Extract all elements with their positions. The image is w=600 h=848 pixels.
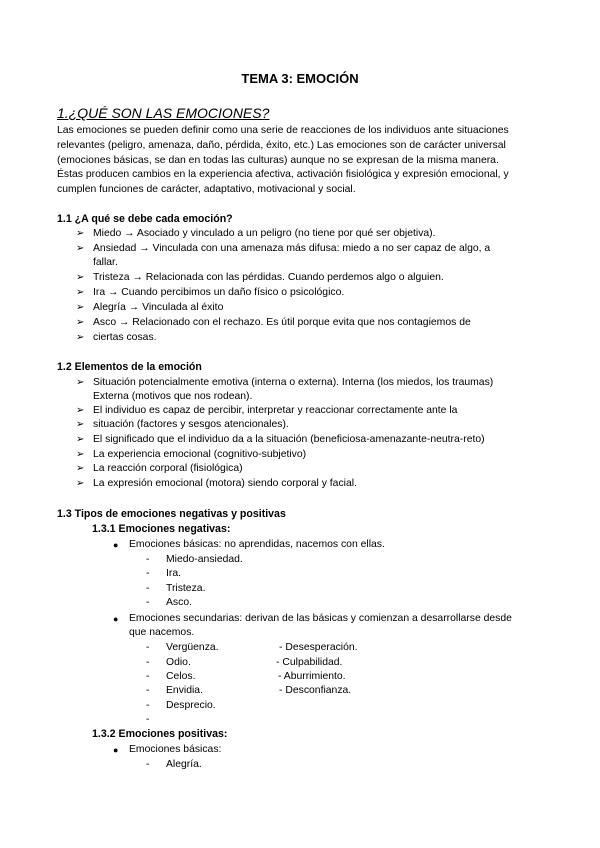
list-item: La experiencia emocional (cognitivo-subjetivo) (93, 449, 307, 460)
list-item: Ansiedad → Vinculada con una amenaza más difusa: miedo a no ser capaz de algo, a (93, 243, 491, 254)
list-item: Alegría. (166, 759, 202, 770)
bullet-dot-icon: ● (113, 745, 119, 755)
section-1-3-1-heading: 1.3.1 Emociones negativas: (92, 523, 231, 535)
paragraph-line: Las emociones se pueden definir como una serie de reacciones de los individuos ante situaciones (57, 125, 509, 136)
dash-bullet: - (146, 554, 150, 565)
section-1-heading: 1.¿QUÉ SON LAS EMOCIONES? (57, 105, 270, 121)
list-item: Tristeza. (166, 583, 206, 594)
bullet-dot-icon: ● (113, 614, 119, 624)
dash-bullet: - (146, 714, 150, 725)
list-item: Asco → Relacionado con el rechazo. Es útil porque evita que nos contagiemos de (93, 317, 471, 328)
bullet-dot-icon: ● (113, 540, 119, 550)
dash-bullet: - (146, 583, 150, 594)
paragraph-line: (emociones básicas, se dan en todas las culturas) aunque no se expresan de la misma manera. (57, 154, 499, 166)
list-item-continuation: que nacemos. (129, 627, 195, 638)
arrow-bullet-icon: ➢ (76, 449, 85, 460)
arrow-bullet-icon: ➢ (76, 228, 85, 239)
arrow-bullet-icon: ➢ (76, 463, 85, 474)
section-1-1-heading: 1.1 ¿A qué se debe cada emoción? (57, 213, 233, 225)
arrow-bullet-icon: ➢ (76, 287, 85, 298)
paragraph-line: relevantes (peligro, amenaza, daño, pérdida, éxito, etc.) Las emociones son de carácter universal (57, 139, 506, 151)
section-1-paragraph (57, 124, 557, 198)
list-item: Ira → Cuando percibimos un daño físico o psicológico. (93, 287, 345, 298)
arrow-bullet-icon: ➢ (76, 377, 85, 388)
section-1-3-2-heading: 1.3.2 Emociones positivas: (92, 728, 228, 740)
arrow-bullet-icon: ➢ (76, 272, 85, 283)
list-item: Miedo-ansiedad. (166, 554, 243, 565)
list-item: situación (factores y sesgos atencionales). (93, 419, 289, 430)
list-item: Emociones básicas: no aprendidas, nacemos con ellas. (129, 539, 385, 550)
list-item: Asco. (166, 597, 192, 608)
arrow-bullet-icon: ➢ (76, 302, 85, 313)
list-item: El significado que el individuo da a la situación (beneficiosa-amenazante-neutra-reto) (93, 434, 485, 445)
paragraph-line: cumplen funciones de carácter, adaptativo, motivacional y social. (57, 184, 356, 196)
arrow-bullet-icon: ➢ (76, 317, 85, 328)
dash-bullet: - (146, 671, 150, 682)
list-item: Desprecio. (166, 700, 216, 711)
list-item: ciertas cosas. (93, 332, 157, 343)
list-item: Situación potencialmente emotiva (interna o externa). Interna (los miedos, los traumas) (93, 377, 494, 388)
arrow-bullet-icon: ➢ (76, 243, 85, 254)
arrow-bullet-icon: ➢ (76, 478, 85, 489)
dash-bullet: - (146, 642, 150, 653)
list-item: Miedo → Asociado y vinculado a un peligro (no tiene por qué ser objetiva). (93, 228, 436, 239)
list-item: Tristeza → Relacionada con las pérdidas. Cuando perdemos algo o alguien. (93, 272, 444, 283)
dash-bullet: - (146, 700, 150, 711)
arrow-bullet-icon: ➢ (76, 419, 85, 430)
list-item: - Desconfianza. (279, 685, 352, 696)
dash-bullet: - (146, 597, 150, 608)
arrow-bullet-icon: ➢ (76, 405, 85, 416)
list-item: Emociones secundarias: derivan de las básicas y comienzan a desarrollarse desde (129, 613, 512, 624)
list-item: Envidia. (166, 685, 203, 696)
arrow-bullet-icon: ➢ (76, 332, 85, 343)
list-item: Emociones básicas: (129, 744, 222, 755)
section-1-3-heading: 1.3 Tipos de emociones negativas y positivas (57, 508, 286, 520)
dash-bullet: - (146, 657, 150, 668)
list-item: Celos. (166, 671, 196, 682)
list-item: - Aburrimiento. (278, 671, 346, 682)
list-item: Vergüenza. (166, 642, 219, 653)
list-item-continuation: Externa (motivos que nos rodean). (93, 391, 253, 402)
list-item: - Desesperación. (279, 642, 358, 653)
dash-bullet: - (146, 568, 150, 579)
list-item: El individuo es capaz de percibir, interpretar y reaccionar correctamente ante la (93, 405, 458, 416)
list-item: - Culpabilidad. (276, 657, 343, 668)
dash-bullet: - (146, 685, 150, 696)
list-item: Odio. (166, 657, 191, 668)
dash-bullet: - (146, 759, 150, 770)
list-item: Ira. (166, 568, 182, 579)
document-title: TEMA 3: EMOCIÓN (241, 71, 359, 86)
list-item: La reacción corporal (fisiológica) (93, 463, 243, 474)
paragraph-line: Éstas producen cambios en la experiencia afectiva, activación fisiológica y expresión emocional, y (57, 169, 509, 181)
list-item-continuation: fallar. (93, 257, 118, 268)
list-item: La expresión emocional (motora) siendo corporal y facial. (93, 478, 357, 489)
section-1-2-heading: 1.2 Elementos de la emoción (57, 361, 202, 373)
arrow-bullet-icon: ➢ (76, 434, 85, 445)
list-item: Alegría → Vinculada al éxito (93, 302, 224, 313)
